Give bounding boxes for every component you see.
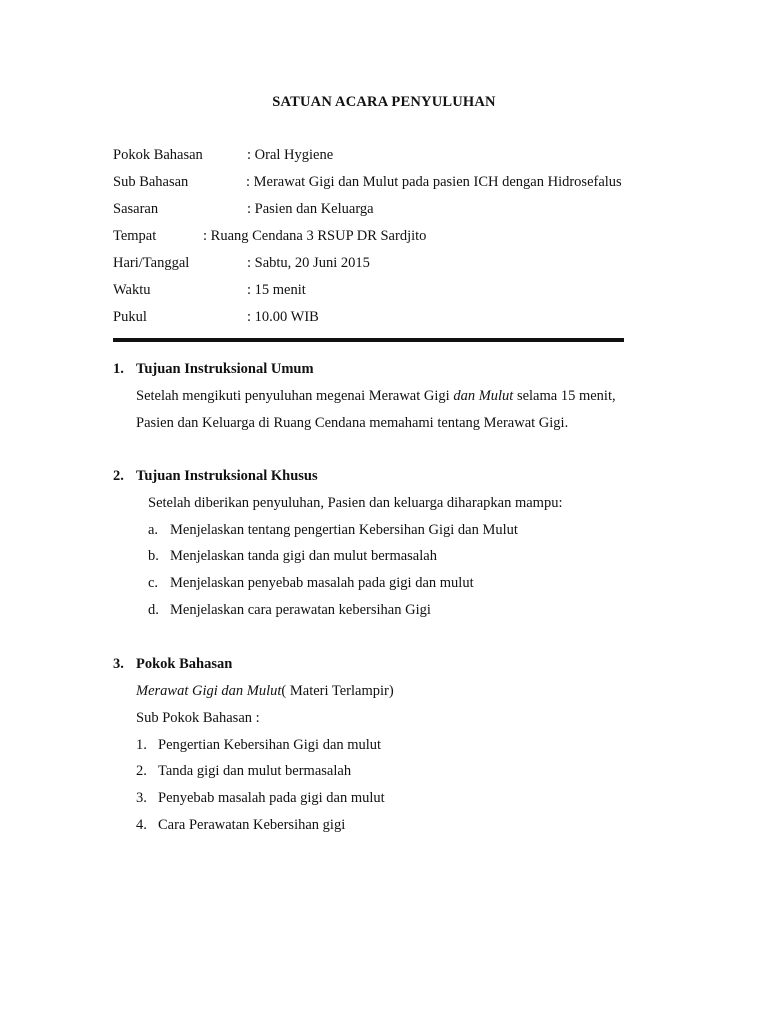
section3-item-marker: 2.: [136, 763, 147, 779]
section1-line1: [136, 388, 616, 405]
info-label-pokok-bahasan: Pokok Bahasan: [113, 147, 203, 163]
section3-item-text: Pengertian Kebersihan Gigi dan mulut: [158, 737, 382, 753]
section2-item-marker: a.: [148, 522, 159, 538]
section3-topic-rest: ( Materi Terlampir): [281, 683, 394, 699]
info-value-sub-bahasan: : Merawat Gigi dan Mulut pada pasien ICH dengan Hidrosefalus: [246, 174, 622, 190]
section3-heading: Pokok Bahasan: [136, 656, 233, 672]
section3-item-marker: 3.: [136, 790, 147, 806]
section3-item-marker: 4.: [136, 817, 147, 833]
info-value-pokok-bahasan: : Oral Hygiene: [247, 147, 334, 163]
section2-item-text: Menjelaskan tentang pengertian Kebersihan Gigi dan Mulut: [170, 522, 518, 538]
info-label-sub-bahasan: Sub Bahasan: [113, 174, 189, 190]
section3-topic-italic: Merawat Gigi dan Mulut: [136, 683, 282, 699]
info-value-pukul: : 10.00 WIB: [247, 309, 319, 325]
info-value-waktu: : 15 menit: [247, 282, 306, 298]
info-value-sasaran: : Pasien dan Keluarga: [247, 201, 374, 217]
info-value-tempat: : Ruang Cendana 3 RSUP DR Sardjito: [203, 228, 427, 244]
section1-line1-italic: dan Mulut: [453, 388, 514, 404]
section2-intro: Setelah diberikan penyuluhan, Pasien dan keluarga diharapkan mampu:: [148, 495, 563, 511]
section2-item-text: Menjelaskan penyebab masalah pada gigi dan mulut: [170, 575, 474, 591]
section2-item-marker: d.: [148, 602, 159, 618]
section2-heading: Tujuan Instruksional Khusus: [136, 468, 318, 484]
section1-line2: Pasien dan Keluarga di Ruang Cendana memahami tentang Merawat Gigi.: [136, 415, 569, 431]
section1-line1-after: selama 15 menit,: [513, 388, 616, 404]
section3-topic: [136, 683, 394, 700]
section2-item-marker: b.: [148, 548, 159, 564]
info-label-hari-tanggal: Hari/Tanggal: [113, 255, 190, 271]
section2-number: 2.: [113, 468, 124, 484]
section3-item-marker: 1.: [136, 737, 147, 753]
section1-heading: Tujuan Instruksional Umum: [136, 361, 314, 377]
section1-number: 1.: [113, 361, 124, 377]
info-label-sasaran: Sasaran: [113, 201, 159, 217]
section2-item-text: Menjelaskan tanda gigi dan mulut bermasalah: [170, 548, 437, 564]
info-value-hari-tanggal: : Sabtu, 20 Juni 2015: [247, 255, 370, 271]
document-title: SATUAN ACARA PENYULUHAN: [272, 94, 496, 110]
info-label-tempat: Tempat: [113, 228, 157, 244]
section2-item-text: Menjelaskan cara perawatan kebersihan Gigi: [170, 602, 431, 618]
section3-sub-heading: Sub Pokok Bahasan :: [136, 710, 260, 726]
header-divider: [113, 338, 624, 342]
section3-number: 3.: [113, 656, 124, 672]
section3-item-text: Tanda gigi dan mulut bermasalah: [158, 763, 352, 779]
section2-item-marker: c.: [148, 575, 159, 591]
section3-item-text: Cara Perawatan Kebersihan gigi: [158, 817, 346, 833]
section1-line1-before: Setelah mengikuti penyuluhan megenai Merawat Gigi: [136, 388, 454, 404]
section3-item-text: Penyebab masalah pada gigi dan mulut: [158, 790, 385, 806]
info-label-pukul: Pukul: [113, 309, 147, 325]
info-label-waktu: Waktu: [113, 282, 151, 298]
